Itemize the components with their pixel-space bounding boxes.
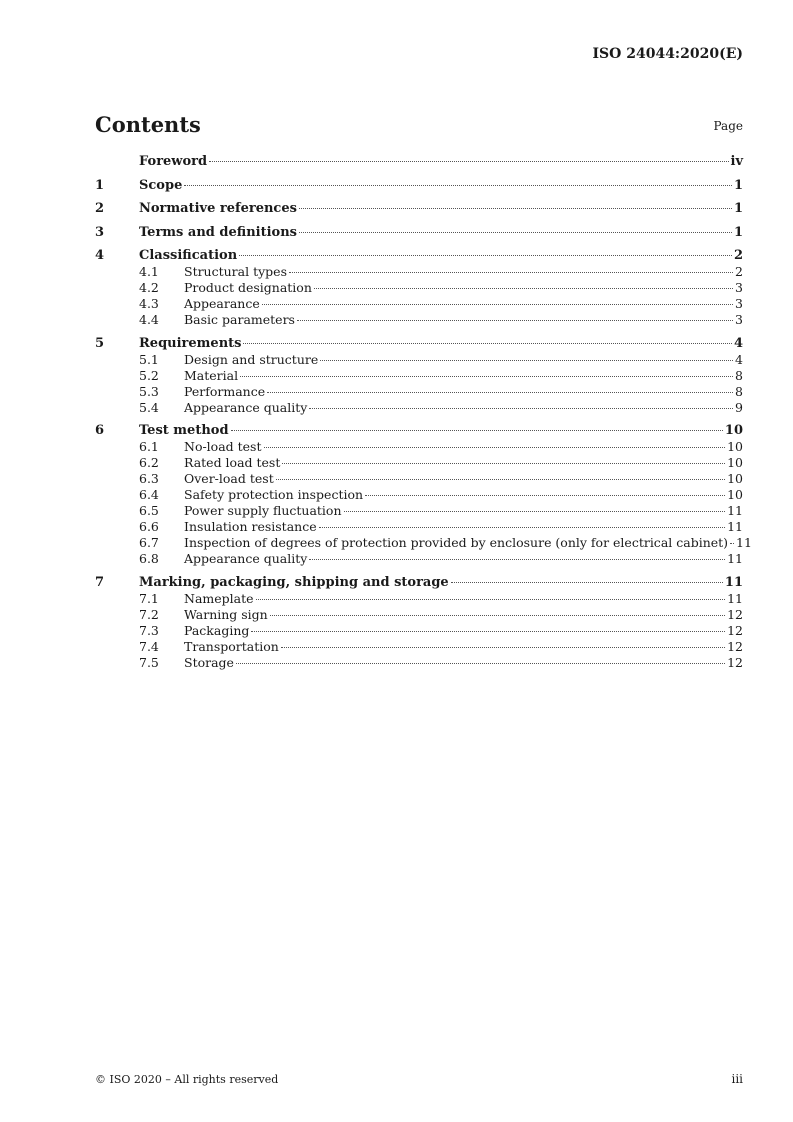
toc-entry[interactable] (95, 225, 743, 241)
toc-entry-page: 10 (724, 423, 743, 438)
toc-subentry-page: 8 (735, 367, 743, 383)
toc-subentry-number: 7.5 (139, 654, 159, 670)
toc-entry-page: 2 (733, 248, 743, 263)
toc-subentry-page: 10 (727, 455, 743, 470)
toc-subentry-number: 6.3 (139, 471, 159, 486)
toc-entry-number: 6 (95, 423, 105, 438)
toc-subentry-title: Structural types (184, 264, 287, 279)
toc-leader-dots (256, 599, 726, 600)
toc-subentry-title: Product designation (184, 280, 312, 295)
toc-subentry-number: 6.7 (139, 535, 159, 550)
toc-subentry-title: Nameplate (184, 590, 254, 606)
toc-subentry-title: Material (184, 367, 239, 383)
toc-subentry[interactable] (95, 400, 743, 416)
toc-subentry-page: 2 (735, 264, 743, 279)
toc-subentry-number: 4.1 (139, 264, 159, 279)
toc-leader-dots (320, 360, 733, 361)
toc-subentry-page: 4 (735, 351, 743, 367)
document-code: ISO 24044:2020(E) (592, 46, 743, 62)
toc-leader-dots (209, 161, 728, 162)
toc-entry-number: 4 (95, 248, 105, 263)
toc-leader-dots (281, 647, 725, 648)
toc-leader-dots (184, 185, 732, 186)
toc-entry[interactable] (95, 248, 743, 264)
toc-subentry-page: 12 (727, 622, 743, 638)
toc-entry-number: 2 (95, 201, 105, 216)
toc-subentry-number: 4.3 (139, 296, 159, 311)
toc-subentry-page: 8 (735, 383, 743, 399)
toc-subentry-number: 5.1 (139, 351, 159, 367)
toc-subentry-title: Rated load test (184, 455, 281, 470)
toc-entry[interactable] (95, 423, 743, 439)
toc-subentry[interactable] (95, 439, 743, 455)
toc-subentry[interactable] (95, 455, 743, 471)
toc-subentry-page: 11 (727, 503, 743, 518)
toc-subentry[interactable] (95, 471, 743, 487)
toc-subentry[interactable] (95, 519, 743, 535)
toc-subentry-number: 5.2 (139, 367, 159, 383)
toc-subentry-page: 3 (735, 280, 743, 295)
toc-subentry-number: 7.2 (139, 606, 159, 622)
toc-subentry[interactable] (95, 607, 743, 623)
toc-entry-page: 1 (733, 177, 743, 193)
toc-subentry-number: 5.4 (139, 399, 159, 415)
toc-subentry[interactable] (95, 368, 743, 384)
toc-subentry[interactable] (95, 352, 743, 368)
page-number: iii (731, 1072, 743, 1086)
toc-subentry-number: 6.4 (139, 487, 159, 502)
toc-subentry[interactable] (95, 639, 743, 655)
toc-subentry-title: Performance (184, 383, 266, 399)
toc-entry-title: Normative references (139, 201, 297, 216)
toc-leader-dots (251, 631, 725, 632)
toc-subentry-page: 10 (727, 439, 743, 454)
toc-subentry-title: Insulation resistance (184, 519, 317, 534)
toc-subentry-number: 6.8 (139, 551, 159, 566)
toc-leader-dots (319, 527, 725, 528)
toc-leader-dots (231, 430, 723, 431)
toc-leader-dots (270, 615, 725, 616)
toc-subentry-page: 12 (727, 654, 743, 670)
toc-subentry-page: 11 (727, 590, 743, 606)
toc-leader-dots (299, 208, 732, 209)
toc-entry-number: 5 (95, 335, 105, 351)
toc-entry-title: Terms and definitions (139, 224, 297, 240)
toc-entry-page: 1 (733, 201, 743, 216)
toc-entry[interactable] (95, 154, 743, 170)
toc-subentry-title: Design and structure (184, 351, 319, 367)
toc-subentry-title: Storage (184, 654, 234, 670)
toc-subentry-title: Appearance quality (184, 551, 308, 566)
toc-leader-dots (299, 232, 732, 233)
toc-leader-dots (289, 272, 733, 273)
toc-leader-dots (240, 376, 733, 377)
toc-subentry[interactable] (95, 312, 743, 328)
toc-entry-page: 1 (733, 224, 743, 240)
toc-subentry[interactable] (95, 264, 743, 280)
toc-subentry-number: 7.3 (139, 622, 159, 638)
toc-subentry[interactable] (95, 280, 743, 296)
toc-entry-title: Test method (139, 423, 229, 438)
toc-leader-dots (314, 288, 733, 289)
table-of-contents (95, 154, 752, 671)
toc-subentry-title: Safety protection inspection (184, 487, 364, 502)
toc-subentry-number: 6.5 (139, 503, 159, 518)
toc-subentry-page: 11 (736, 535, 752, 550)
toc-subentry-page: 9 (735, 399, 743, 415)
toc-entry-page: iv (730, 154, 743, 169)
toc-subentry-number: 6.2 (139, 455, 159, 470)
toc-subentry-title: Appearance (184, 296, 260, 311)
toc-subentry-page: 10 (727, 471, 743, 486)
page-column-label: Page (713, 119, 743, 133)
toc-leader-dots (243, 343, 731, 344)
toc-subentry-page: 3 (735, 312, 743, 327)
toc-subentry-title: Inspection of degrees of protection provided by enclosure (only for electrical cabinet) (184, 535, 729, 550)
toc-subentry-title: Over-load test (184, 471, 274, 486)
toc-entry[interactable] (95, 575, 743, 591)
toc-entry-title: Scope (139, 177, 183, 193)
toc-entry-number: 7 (95, 574, 105, 590)
toc-entry[interactable] (95, 336, 743, 352)
toc-leader-dots (730, 543, 734, 544)
toc-leader-dots (451, 582, 723, 583)
copyright-notice: © ISO 2020 – All rights reserved (95, 1073, 279, 1086)
contents-title: Contents (95, 112, 201, 137)
toc-entry-title: Requirements (139, 335, 242, 351)
toc-subentry-page: 10 (727, 487, 743, 502)
toc-leader-dots (309, 408, 733, 409)
toc-subentry-title: Power supply fluctuation (184, 503, 342, 518)
toc-subentry-page: 12 (727, 606, 743, 622)
toc-subentry-title: Transportation (184, 638, 279, 654)
toc-leader-dots (236, 663, 725, 664)
toc-leader-dots (297, 320, 733, 321)
toc-subentry[interactable] (95, 384, 743, 400)
toc-leader-dots (282, 463, 725, 464)
toc-leader-dots (344, 511, 726, 512)
toc-subentry-number: 4.2 (139, 280, 159, 295)
toc-subentry-number: 4.4 (139, 312, 159, 327)
toc-subentry-number: 5.3 (139, 383, 159, 399)
toc-subentry[interactable] (95, 551, 743, 567)
toc-subentry-page: 11 (727, 551, 743, 566)
toc-leader-dots (365, 495, 725, 496)
toc-subentry-page: 3 (735, 296, 743, 311)
toc-subentry-number: 6.1 (139, 439, 159, 454)
toc-subentry[interactable] (95, 296, 743, 312)
toc-entry-title: Classification (139, 248, 238, 263)
toc-subentry-number: 7.4 (139, 638, 159, 654)
toc-subentry-number: 7.1 (139, 590, 159, 606)
toc-subentry[interactable] (95, 591, 743, 607)
toc-subentry-title: Packaging (184, 622, 250, 638)
toc-leader-dots (309, 559, 725, 560)
toc-entry[interactable] (95, 201, 743, 217)
toc-subentry[interactable] (95, 487, 743, 503)
toc-entry-page: 11 (724, 574, 743, 590)
toc-subentry[interactable] (95, 623, 743, 639)
toc-entry-number: 3 (95, 224, 105, 240)
toc-leader-dots (264, 447, 726, 448)
toc-entry-title: Foreword (139, 154, 208, 169)
toc-subentry[interactable] (95, 655, 743, 671)
toc-subentry-page: 12 (727, 638, 743, 654)
toc-leader-dots (267, 392, 733, 393)
toc-entry[interactable] (95, 178, 743, 194)
toc-leader-dots (239, 255, 732, 256)
toc-entry-number: 1 (95, 177, 105, 193)
toc-entry-page: 4 (733, 335, 743, 351)
toc-entry-title: Marking, packaging, shipping and storage (139, 574, 449, 590)
toc-subentry-title: Warning sign (184, 606, 268, 622)
toc-subentry-title: Appearance quality (184, 399, 308, 415)
toc-subentry[interactable] (95, 503, 743, 519)
toc-subentry-title: Basic parameters (184, 312, 295, 327)
toc-leader-dots (262, 304, 733, 305)
toc-subentry-page: 11 (727, 519, 743, 534)
toc-subentry-number: 6.6 (139, 519, 159, 534)
toc-subentry[interactable] (95, 535, 752, 551)
toc-subentry-title: No-load test (184, 439, 262, 454)
toc-leader-dots (276, 479, 725, 480)
